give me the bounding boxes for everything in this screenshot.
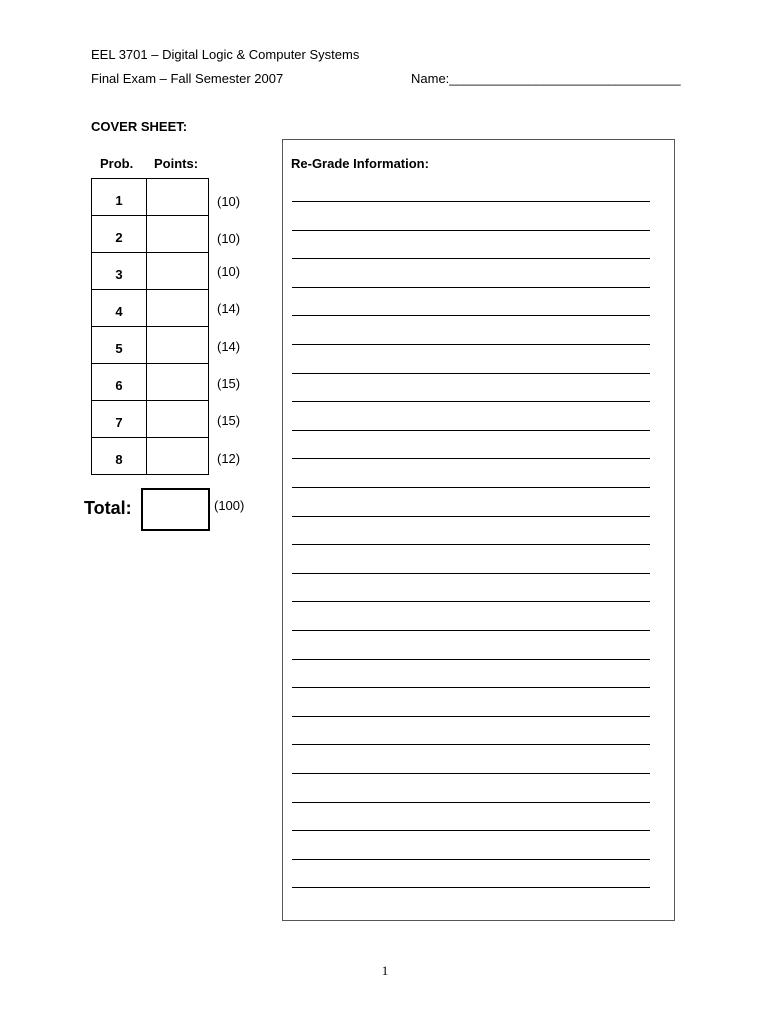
max-points: (15): [217, 376, 241, 391]
regrade-rule-line: [292, 401, 650, 402]
regrade-rule-line: [292, 630, 650, 631]
table-row: [92, 327, 209, 364]
points-cell: [147, 327, 209, 364]
regrade-title: Re-Grade Information:: [291, 156, 429, 171]
cover-sheet-title: COVER SHEET:: [91, 119, 188, 134]
regrade-rule-line: [292, 573, 650, 574]
problem-number: 3: [92, 253, 147, 290]
regrade-box: [282, 139, 675, 921]
table-row: [92, 401, 209, 438]
points-cell: [147, 253, 209, 290]
regrade-rule-line: [292, 601, 650, 602]
prob-column-header: Prob.: [100, 156, 134, 171]
problem-number: 8: [92, 438, 147, 475]
problem-number: 1: [92, 179, 147, 216]
regrade-rule-line: [292, 887, 650, 888]
regrade-rule-line: [292, 659, 650, 660]
table-row: [92, 438, 209, 475]
problem-number: 4: [92, 290, 147, 327]
table-row: [92, 364, 209, 401]
points-cell: [147, 179, 209, 216]
problem-number: 5: [92, 327, 147, 364]
regrade-rule-line: [292, 744, 650, 745]
regrade-rule-line: [292, 544, 650, 545]
page-number: 1: [381, 963, 389, 978]
max-points: (10): [217, 194, 241, 209]
max-points: (15): [217, 413, 241, 428]
regrade-rule-line: [292, 773, 650, 774]
name-field: Name:________________________________: [411, 71, 681, 86]
table-row: [92, 216, 209, 253]
problem-number: 7: [92, 401, 147, 438]
max-points: (10): [217, 264, 241, 279]
regrade-rule-line: [292, 458, 650, 459]
table-row: [92, 290, 209, 327]
table-row: [92, 253, 209, 290]
max-points: (12): [217, 451, 241, 466]
regrade-rule-line: [292, 487, 650, 488]
total-max-points: (100): [214, 498, 245, 513]
regrade-rule-line: [292, 230, 650, 231]
regrade-rule-line: [292, 201, 650, 202]
total-label: Total:: [84, 498, 132, 518]
points-column-header: Points:: [154, 156, 199, 171]
regrade-rule-line: [292, 315, 650, 316]
regrade-rule-line: [292, 859, 650, 860]
points-cell: [147, 401, 209, 438]
max-points: (14): [217, 339, 241, 354]
problem-number: 2: [92, 216, 147, 253]
points-cell: [147, 364, 209, 401]
score-table: [91, 178, 209, 475]
exam-title: Final Exam – Fall Semester 2007: [91, 71, 284, 86]
regrade-rule-line: [292, 516, 650, 517]
max-points: (10): [217, 231, 241, 246]
regrade-rule-line: [292, 687, 650, 688]
total-box: [141, 488, 210, 531]
table-row: [92, 179, 209, 216]
regrade-rule-line: [292, 430, 650, 431]
regrade-rule-line: [292, 287, 650, 288]
points-cell: [147, 216, 209, 253]
regrade-rule-line: [292, 344, 650, 345]
regrade-rule-line: [292, 258, 650, 259]
points-cell: [147, 290, 209, 327]
regrade-rule-line: [292, 802, 650, 803]
max-points: (14): [217, 301, 241, 316]
regrade-rule-line: [292, 373, 650, 374]
problem-number: 6: [92, 364, 147, 401]
course-title: EEL 3701 – Digital Logic & Computer Systems: [91, 47, 360, 62]
points-cell: [147, 438, 209, 475]
regrade-rule-line: [292, 830, 650, 831]
regrade-rule-line: [292, 716, 650, 717]
